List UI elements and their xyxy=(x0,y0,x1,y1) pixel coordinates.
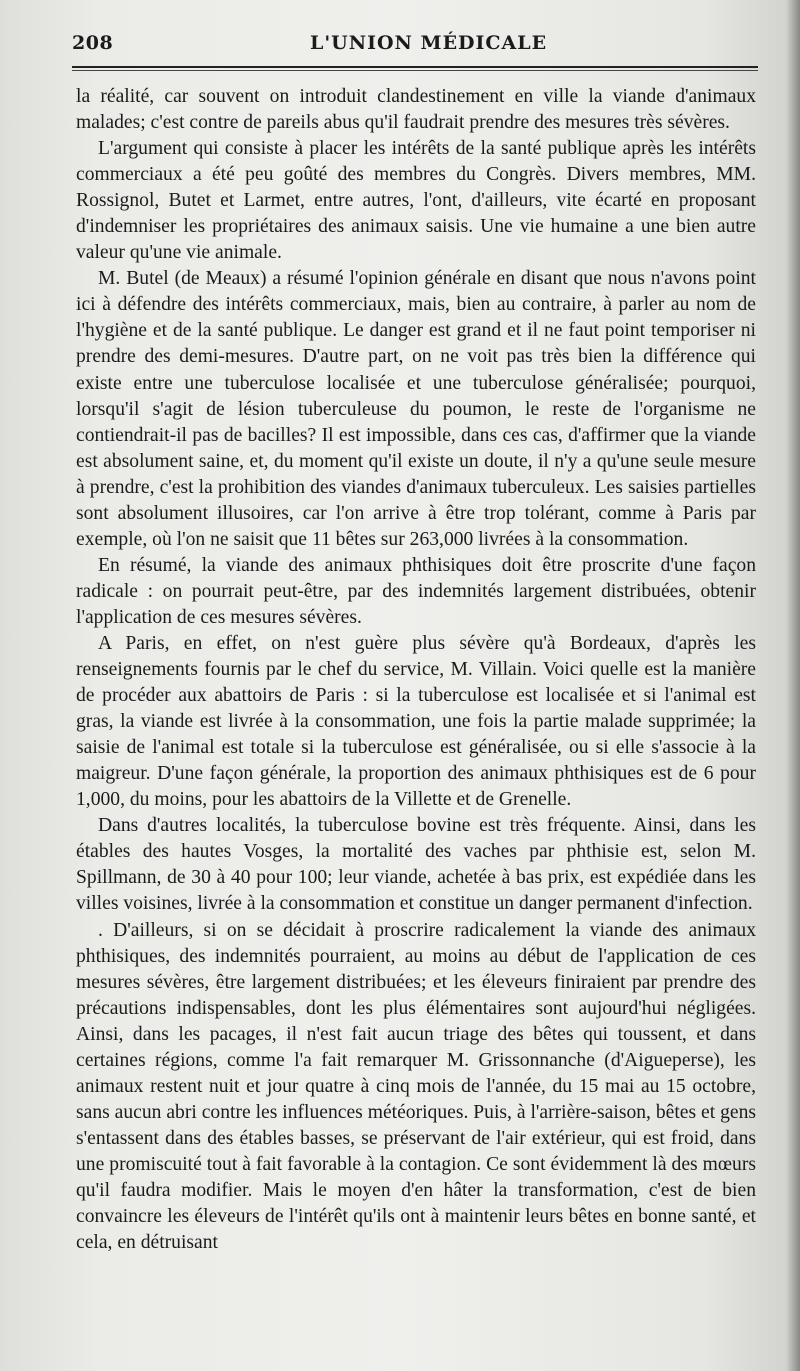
paragraph-paris-abattoirs: A Paris, en effet, on n'est guère plus sévère qu'à Bordeaux, d'après les renseignements fournis par le chef du service, M. Villain. Voici quelle est la manière de procéder aux abattoirs de Paris : si la tuberculose est localisée et si l'animal est gras, la viande est livrée à la consommation, une fois la partie malade supprimée; la saisie de l'animal est totale si la tuberculose est généralisée, ou si elle s'associe à la maigreur. D'une façon générale, la proportion des animaux phthisiques est de 6 pour 1,000, du moins, pour les abattoirs de la Villette et de Grenelle. xyxy=(76,632,756,811)
page-number: 208 xyxy=(72,32,114,54)
header-rule xyxy=(72,66,758,68)
journal-title: L'UNION MÉDICALE xyxy=(310,32,548,54)
article-body xyxy=(76,84,756,1256)
paragraph-indemnities: . D'ailleurs, si on se décidait à proscrire radicalement la viande des animaux phthisiques, des indemnités pourraient, au moins au début de l'application de ces mesures sévères, être largement distribuées; et les éleveurs finiraient par prendre des précautions indispensables, dont les plus élémentaires sont aujourd'hui négligées. Ainsi, dans les pacages, il n'est fait aucun triage des bêtes qui toussent, et dans certaines régions, comme l'a fait remarquer M. Grissonnanche (d'Aigueperse), les animaux restent nuit et jour quatre à cinq mois de l'année, du 15 mai au 15 octobre, sans aucun abri contre les influences météoriques. Puis, à l'arrière-saison, bêtes et gens s'entassent dans des étables basses, se préservant de l'air extérieur, qui est froid, dans une promiscuité tout à fait favorable à la contagion. Ce sont évidemment là des mœurs qu'il faudra modifier. Mais le moyen d'en hâter la transformation, c'est de bien convaincre les éleveurs de l'intérêt qu'ils ont à maintenir leurs bêtes en bonne santé, et cela, en détruisant xyxy=(76,919,756,1254)
paragraph-argument-congress: L'argument qui consiste à placer les intérêts de la santé publique après les intérêts commerciaux a été peu goûté des membres du Congrès. Divers membres, MM. Rossignol, Butet et Larmet, entre autres, l'ont, d'ailleurs, vite écarté en proposant d'indemniser les propriétaires des animaux saisis. Une vie humaine a une bien autre valeur qu'une vie animale. xyxy=(76,138,756,264)
paragraph-vosges: Dans d'autres localités, la tuberculose bovine est très fréquente. Ainsi, dans les étables des hautes Vosges, la mortalité des vaches par phthisie est, selon M. Spillmann, de 30 à 40 pour 100; leur viande, achetée à bas prix, est expédiée dans les villes voisines, livrée à la consommation et constitue un danger permanent d'infection. xyxy=(76,815,756,915)
paragraph-summary: En résumé, la viande des animaux phthisiques doit être proscrite d'une façon radicale : on pourrait peut-être, par des indemnités largement distribuées, obtenir l'application de ces mesures sévères. xyxy=(76,554,756,628)
running-head xyxy=(72,28,752,64)
paragraph-butel-opinion: M. Butel (de Meaux) a résumé l'opinion générale en disant que nous n'avons point ici à défendre des intérêts commerciaux, mais, bien au contraire, à parler au nom de l'hygiène et de la santé publique. Le danger est grand et il ne faut point temporiser ni prendre des demi-mesures. D'autre part, on ne voit pas très bien la différence qui existe entre une tuberculose localisée et une tuberculose généralisée; pourquoi, lorsqu'il s'agit de lésion tuberculeuse du poumon, le reste de l'organisme ne contiendrait-il pas de bacilles? Il est impossible, dans ces cas, d'affirmer que la viande est absolument saine, et, du moment qu'il existe un doute, il n'y a qu'une seule mesure à prendre, c'est la prohibition des viandes d'animaux tuberculeux. Les saisies partielles sont absolument illusoires, car l'on arrive à être trop tolérant, comme à Paris par exemple, où l'on ne saisit que 11 bêtes sur 263,000 livrées à la consommation. xyxy=(76,268,756,550)
paragraph-continuation: la réalité, car souvent on introduit clandestinement en ville la viande d'animaux malades; c'est contre de pareils abus qu'il faudrait prendre des mesures très sévères. xyxy=(76,86,756,134)
header-rule-thin xyxy=(72,70,758,71)
